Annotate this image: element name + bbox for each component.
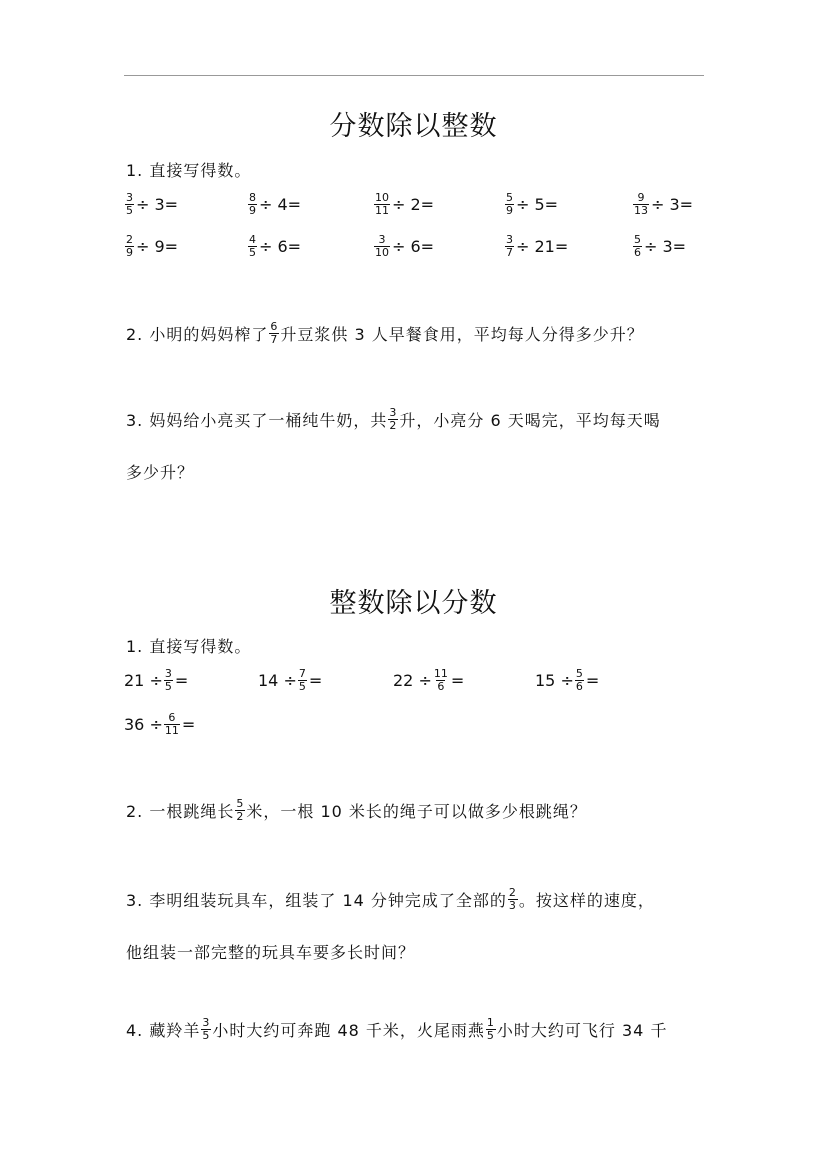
fraction-numerator: 2 [508,886,517,899]
arithmetic-item [373,192,434,217]
q2-text-before: 2. 一根跳绳长 [126,802,235,821]
expr-tail: ÷ 6= [259,237,302,256]
fraction-denominator: 5 [126,204,133,217]
arithmetic-item [247,192,301,217]
arithmetic-item [124,234,178,259]
fraction-numerator: 3 [506,233,513,246]
section2-q4 [126,1018,667,1044]
fraction-numerator: 6 [168,711,176,724]
q4-text-after: 小时大约可飞行 34 千 [496,1021,668,1040]
q4-fraction-1 [201,1017,211,1042]
fraction-denominator: 5 [164,680,172,693]
fraction-denominator: 10 [375,246,389,259]
fraction-numerator: 3 [378,233,386,246]
fraction-numerator: 3 [202,1016,211,1029]
fraction-denominator: 11 [375,204,389,217]
expr-fraction [505,234,514,259]
q4-text-before: 4. 藏羚羊 [126,1021,201,1040]
arithmetic-item [124,192,178,217]
expr-tail: ÷ 9= [136,237,179,256]
expr-tail: ÷ 3= [651,195,694,214]
fraction-denominator: 5 [486,1029,495,1042]
expr-tail: ÷ 4= [259,195,302,214]
fraction-numerator: 10 [375,191,389,204]
arithmetic-item [632,234,686,259]
expr-fraction [374,192,390,217]
q2-text-after: 米，一根 10 米长的绳子可以做多少根跳绳？ [246,802,587,821]
fraction-numerator: 3 [164,667,172,680]
q2-text-after: 升豆浆供 3 人早餐食用，平均每人分得多少升？ [280,325,644,344]
expr-tail: = [174,671,189,690]
fraction-numerator: 5 [575,667,583,680]
arithmetic-item [535,668,599,693]
arithmetic-item [258,668,322,693]
q3-text-after: 升，小亮分 6 天喝完，平均每天喝 [399,411,661,430]
fraction-denominator: 9 [126,246,133,259]
fraction-denominator: 5 [202,1029,211,1042]
fraction-numerator: 5 [634,233,641,246]
arithmetic-item [373,234,434,259]
q3-fraction [388,407,398,432]
q3-text-before: 3. 妈妈给小亮买了一桶纯牛奶，共 [126,411,388,430]
section2-q3-line2: 他组装一部完整的玩具车要多长时间？ [126,943,416,962]
fraction-numerator: 8 [249,191,256,204]
expr-tail: = [585,671,600,690]
q3-fraction [508,887,518,912]
expr-lead: 22 ÷ [393,671,432,690]
expr-fraction [374,234,390,259]
arithmetic-item [247,234,301,259]
arithmetic-item [504,234,568,259]
q3-text-after: 。按这样的速度， [518,891,655,910]
section1-q3-line2: 多少升？ [126,463,195,482]
fraction-denominator: 6 [437,680,445,693]
fraction-denominator: 6 [634,246,641,259]
fraction-denominator: 2 [236,810,245,823]
fraction-denominator: 13 [634,204,648,217]
expr-fraction [248,192,257,217]
expr-fraction [125,234,134,259]
expr-lead: 14 ÷ [258,671,297,690]
expr-fraction [505,192,514,217]
expr-fraction [164,712,180,737]
fraction-numerator: 5 [236,797,245,810]
fraction-numerator: 7 [298,667,306,680]
expr-tail: = [308,671,323,690]
expr-lead: 15 ÷ [535,671,574,690]
fraction-numerator: 5 [506,191,513,204]
expr-tail: = [181,715,196,734]
q2-text-before: 2. 小明的妈妈榨了 [126,325,269,344]
expr-tail: ÷ 5= [516,195,559,214]
fraction-denominator: 9 [249,204,256,217]
fraction-numerator: 6 [270,320,279,333]
expr-tail: ÷ 3= [136,195,179,214]
fraction-denominator: 11 [164,724,179,737]
expr-lead: 21 ÷ [124,671,163,690]
fraction-numerator: 4 [249,233,256,246]
expr-fraction [575,668,584,693]
q3-text-before: 3. 李明组装玩具车，组装了 14 分钟完成了全部的 [126,891,507,910]
fraction-denominator: 7 [270,333,279,346]
fraction-numerator: 1 [486,1016,495,1029]
arithmetic-item [124,668,188,693]
arithmetic-item [393,668,464,693]
expr-lead: 36 ÷ [124,715,163,734]
arithmetic-item [124,712,195,737]
expr-fraction [298,668,307,693]
fraction-numerator: 9 [637,191,645,204]
expr-tail: ÷ 6= [392,237,435,256]
fraction-numerator: 2 [126,233,133,246]
arithmetic-item [504,192,558,217]
fraction-denominator: 5 [298,680,306,693]
arithmetic-item [632,192,693,217]
q4-fraction-2 [486,1017,496,1042]
fraction-numerator: 3 [389,406,398,419]
section1-q3-line1 [126,408,661,434]
expr-fraction [248,234,257,259]
expr-tail: ÷ 21= [516,237,569,256]
top-rule [124,75,704,76]
expr-fraction [125,192,134,217]
section2-q3-line1 [126,888,655,914]
expr-tail: ÷ 2= [392,195,435,214]
section2-title: 整数除以分数 [329,588,498,619]
fraction-numerator: 11 [433,667,448,680]
q2-fraction [235,798,245,823]
expr-tail: ÷ 3= [644,237,687,256]
section2-q1-label: 1. 直接写得数。 [126,637,252,656]
expr-fraction [633,192,649,217]
section1-title: 分数除以整数 [329,111,498,142]
fraction-numerator: 3 [126,191,133,204]
expr-fraction [633,234,642,259]
fraction-denominator: 6 [575,680,583,693]
section2-q2 [126,799,587,825]
q2-fraction [269,321,279,346]
q4-text-mid: 小时大约可奔跑 48 千米，火尾雨燕 [212,1021,485,1040]
expr-tail: = [450,671,465,690]
section1-q2 [126,322,644,348]
fraction-denominator: 9 [506,204,513,217]
expr-fraction [433,668,449,693]
expr-fraction [164,668,173,693]
fraction-denominator: 7 [506,246,513,259]
section1-q1-label: 1. 直接写得数。 [126,161,252,180]
fraction-denominator: 5 [249,246,256,259]
fraction-denominator: 3 [508,899,517,912]
fraction-denominator: 2 [389,419,398,432]
